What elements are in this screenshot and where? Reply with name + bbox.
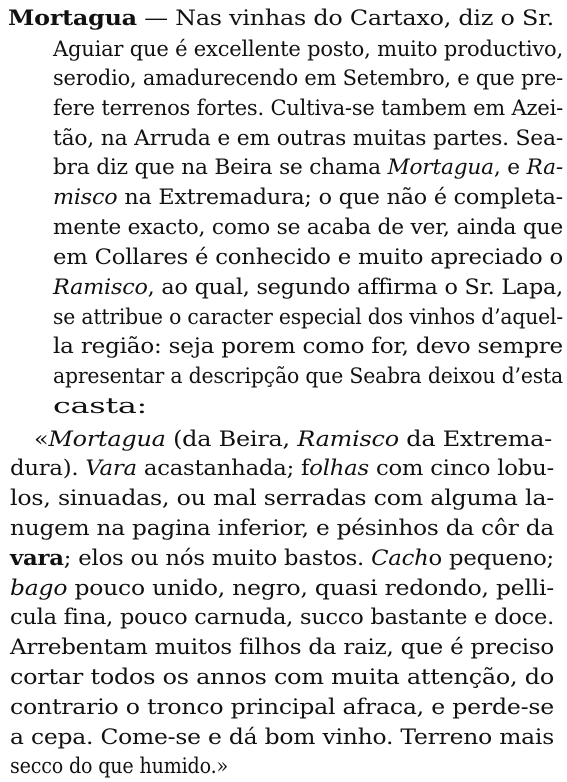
text-line: misco na Extremadura; o que não é completa- — [53, 185, 563, 210]
text-line: cortar todos os annos com muita attenção, do — [10, 665, 554, 690]
text-line: mente exacto, como se acaba de ver, ainda que — [53, 215, 563, 240]
text-line: bago pouco unido, negro, quasi redondo, pelli- — [10, 576, 555, 601]
text-line: dura). Vara acastanhada; folhas com cinco lobu- — [10, 456, 554, 481]
text-line: vara; elos ou nós muito bastos. Cacho pequeno; — [10, 546, 554, 571]
entry-headword-line: Mortagua — Nas vinhas do Cartaxo, diz o Sr. — [8, 6, 554, 31]
text-line: Arrebentam muitos filhos da raiz, que é preciso — [10, 635, 554, 660]
text-line: secco do que humido.» — [10, 754, 228, 779]
text-line: bra diz que na Beira se chama Mortagua, e Ra- — [53, 155, 563, 180]
text-line: «Mortagua (da Beira, Ramisco da Extrema- — [34, 427, 552, 452]
text-line: Ramisco, ao qual, segundo affirma o Sr. Lapa, — [53, 275, 563, 300]
text-line: em Collares é conhecido e muito apreciado o — [53, 245, 563, 270]
text-line: cula fina, pouco carnuda, succo bastante e doce. — [10, 605, 554, 630]
text-line: los, sinuadas, ou mal serradas com alguma la- — [10, 486, 554, 511]
text-line: fere terrenos fortes. Cultiva-se tambem em Azei- — [53, 96, 563, 121]
text-line: contrario o tronco principal afraca, e perde-se — [10, 695, 554, 720]
text-line: apresentar a descripção que Seabra deixou d’esta — [53, 364, 563, 389]
text-line: nugem na pagina inferior, e pésinhos da côr da — [10, 516, 554, 541]
text-line: casta: — [53, 394, 147, 419]
text-line: se attribue o caracter especial dos vinhos d’aquel- — [53, 305, 563, 330]
text-line: tão, na Arruda e em outras muitas partes. Sea- — [53, 126, 563, 151]
text-line: a cepa. Come-se e dá bom vinho. Terreno mais — [10, 725, 554, 750]
text-line: Aguiar que é excellente posto, muito productivo, — [53, 37, 563, 62]
text-line: la região: seja porem como for, devo sempre — [53, 334, 563, 359]
text-line: serodio, amadurecendo em Setembro, e que pre- — [53, 66, 563, 91]
